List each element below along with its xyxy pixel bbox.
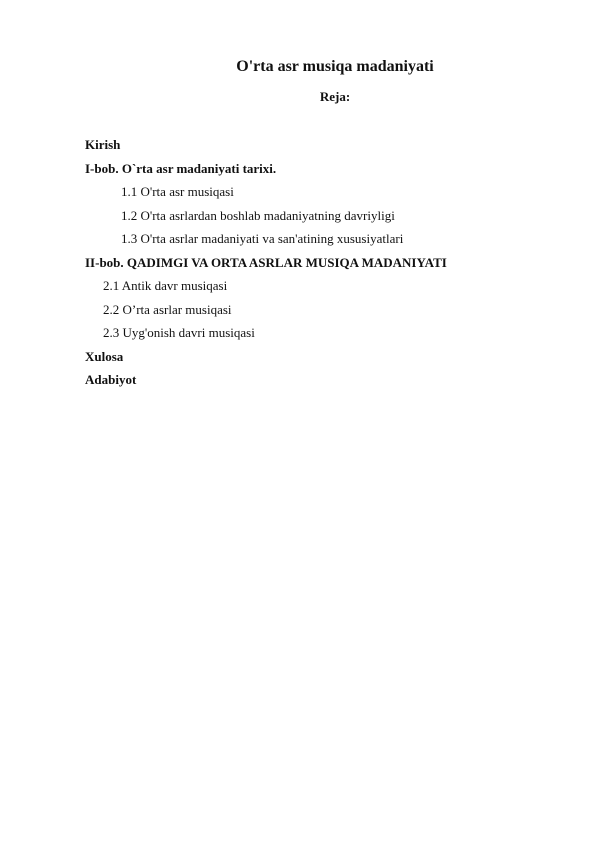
plan-heading: Reja: <box>319 89 351 104</box>
toc-section-2-1: 2.1 Antik davr musiqasi <box>103 278 228 293</box>
toc-item-introduction: Kirish <box>85 137 121 152</box>
toc-section-1-3: 1.3 O'rta asrlar madaniyati va san'atining xususiyatlari <box>121 231 404 246</box>
toc-item-conclusion: Xulosa <box>85 348 124 364</box>
toc-section-1-1: 1.1 O'rta asr musiqasi <box>121 184 234 199</box>
document-title: O'rta asr musiqa madaniyati <box>236 58 434 75</box>
toc-item-references: Adabiyot <box>85 372 137 387</box>
toc-chapter-1: I-bob. O`rta asr madaniyati tarixi. <box>85 160 277 176</box>
toc-section-1-2: 1.2 O'rta asrlardan boshlab madaniyatning davriyligi <box>121 207 395 223</box>
toc-chapter-2: II-bob. QADIMGI VA ORTA ASRLAR MUSIQA MADANIYATI <box>85 254 447 270</box>
toc-section-2-3: 2.3 Uyg'onish davri musiqasi <box>103 325 255 340</box>
toc-section-2-2: 2.2 O’rta asrlar musiqasi <box>103 301 232 317</box>
table-of-contents <box>85 137 585 396</box>
